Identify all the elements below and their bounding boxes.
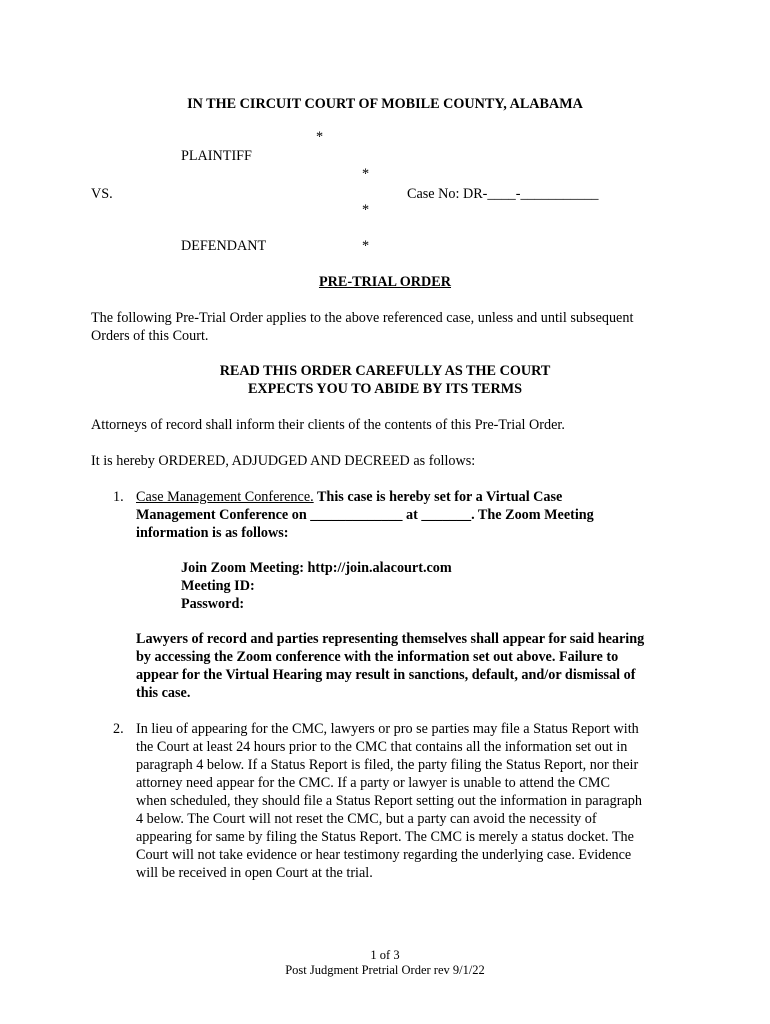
item-2-line: appearing for same by filing the Status Report. The CMC is merely a status docket. The — [136, 829, 634, 845]
item-2-line: when scheduled, they should file a Status Report setting out the information in paragraph — [136, 793, 642, 809]
caption-star-3: * — [362, 202, 370, 218]
vs-label: VS. — [91, 186, 113, 202]
item-1-line: information is as follows: — [136, 525, 289, 541]
zoom-info — [181, 559, 681, 613]
item-2-body — [136, 720, 696, 882]
zoom-link-line: Join Zoom Meeting: http://join.alacourt.com — [181, 560, 452, 576]
notice-line: appear for the Virtual Hearing may result in sanctions, default, and/or dismissal of — [136, 667, 636, 683]
item-1-body — [136, 488, 696, 542]
warning-line: EXPECTS YOU TO ABIDE BY ITS TERMS — [247, 381, 523, 397]
page-number: 1 of 3 — [370, 948, 400, 962]
item-2-line: paragraph 4 below. If a Status Report is filed, the party filing the Status Report, nor their — [136, 757, 639, 773]
caption-star-2: * — [362, 166, 370, 182]
password-line: Password: — [181, 596, 245, 612]
intro-line: Orders of this Court. — [91, 328, 209, 344]
defendant-label: DEFENDANT — [181, 238, 267, 254]
ordered-line: It is hereby ORDERED, ADJUDGED AND DECREED as follows: — [91, 453, 476, 469]
meeting-id-line: Meeting ID: — [181, 578, 255, 594]
court-header: IN THE CIRCUIT COURT OF MOBILE COUNTY, ALABAMA — [187, 96, 583, 112]
notice-line: Lawyers of record and parties representing themselves shall appear for said hearing — [136, 631, 645, 647]
warning-line: READ THIS ORDER CAREFULLY AS THE COURT — [219, 363, 551, 379]
item-1-line: Management Conference on _____________ at _______. The Zoom Meeting — [136, 507, 594, 523]
intro-line: The following Pre-Trial Order applies to the above referenced case, unless and until subsequent — [91, 310, 634, 326]
item-1-line — [136, 488, 696, 506]
attorneys-instruction: Attorneys of record shall inform their clients of the contents of this Pre-Trial Order. — [91, 417, 565, 433]
notice-line: this case. — [136, 685, 191, 701]
item-2-number: 2. — [113, 721, 124, 737]
revision-footer: Post Judgment Pretrial Order rev 9/1/22 — [285, 963, 485, 977]
case-number: Case No: DR-____-___________ — [407, 186, 599, 202]
item-2-line: 4 below. The Court will not reset the CMC, but a party can avoid the necessity of — [136, 811, 597, 827]
item-2-line: will be received in open Court at the trial. — [136, 865, 373, 881]
item-1-number: 1. — [113, 489, 124, 505]
notice-line: by accessing the Zoom conference with the information set out above. Failure to — [136, 649, 619, 665]
intro-paragraph — [91, 309, 691, 345]
item-2-line: attorney need appear for the CMC. If a party or lawyer is unable to attend the CMC — [136, 775, 610, 791]
document-title: PRE-TRIAL ORDER — [318, 274, 452, 290]
item-2-line: Court will not take evidence or hear testimony regarding the underlying case. Evidence — [136, 847, 632, 863]
plaintiff-label: PLAINTIFF — [181, 148, 252, 164]
item-1-text: This case is hereby set for a Virtual Case — [313, 489, 563, 505]
item-1-heading: Case Management Conference. — [136, 489, 314, 505]
caption-star-4: * — [362, 238, 370, 254]
caption-star-1: * — [316, 129, 324, 145]
appearance-notice — [136, 630, 696, 702]
item-2-line: In lieu of appearing for the CMC, lawyers or pro se parties may file a Status Report with — [136, 721, 639, 737]
item-2-line: the Court at least 24 hours prior to the CMC that contains all the information set out in — [136, 739, 628, 755]
